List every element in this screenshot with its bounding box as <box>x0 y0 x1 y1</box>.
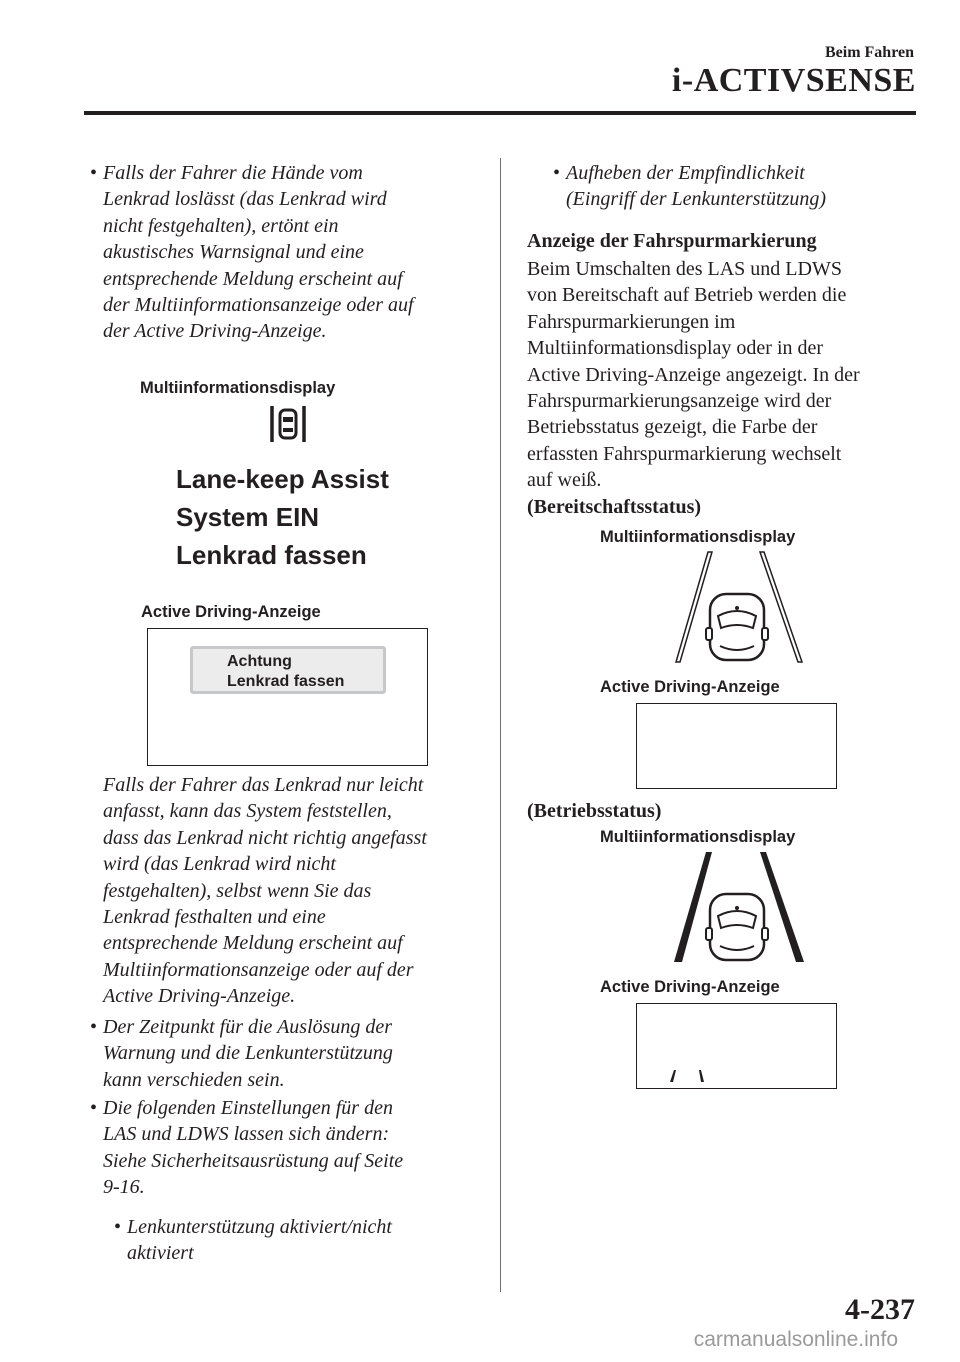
text-line: der Active Driving-Anzeige. <box>103 320 327 343</box>
standby-ad-label: Active Driving-Anzeige <box>600 678 780 696</box>
lane-marking-icon <box>667 1068 707 1084</box>
figure-label-ad: Active Driving-Anzeige <box>141 603 321 621</box>
car-icon <box>706 594 768 660</box>
standby-active-driving-display <box>636 703 837 789</box>
lane-marking-description <box>527 256 917 494</box>
text-line: dass das Lenkrad nicht richtig angefasst <box>103 826 427 849</box>
bullet-timing <box>90 1014 483 1093</box>
page-number: 4-237 <box>845 1293 915 1326</box>
text-line: Warnung und die Lenkunterstützung <box>103 1042 393 1065</box>
text-line: erfassten Fahrspurmarkierung wechselt <box>527 442 842 465</box>
standby-lane-figure <box>660 550 810 665</box>
text-line: kann verschieden sein. <box>103 1068 285 1091</box>
watermark: carmanualsonline.info <box>693 1328 898 1351</box>
active-ad-label: Active Driving-Anzeige <box>600 978 780 996</box>
steering-assist-icon <box>268 404 308 444</box>
bullet-settings <box>90 1095 483 1201</box>
sub-bullet-sensitivity <box>553 160 906 213</box>
text-line: LAS und LDWS lassen sich ändern: <box>103 1123 390 1146</box>
message-line: Lenkrad fassen <box>176 540 367 570</box>
active-heading: (Betriebsstatus) <box>527 800 662 822</box>
bullet-icon: • <box>553 162 561 184</box>
bullet-icon: • <box>90 162 98 184</box>
text-line: Aufheben der Empfindlichkeit <box>566 162 805 184</box>
text-line: Multiinformationsdisplay oder in der <box>527 337 824 360</box>
header-rule <box>84 111 916 115</box>
bullet-icon: • <box>114 1216 122 1238</box>
active-driving-display <box>147 628 428 766</box>
lka-message <box>176 460 389 574</box>
badge-line: Achtung <box>227 653 292 670</box>
text-line: Lenkrad loslässt (das Lenkrad wird <box>103 188 387 211</box>
text-line: Multiinformationsanzeige oder auf der <box>103 958 414 981</box>
text-line: Die folgenden Einstellungen für den <box>103 1097 393 1119</box>
text-line: Active Driving-Anzeige angezeigt. In der <box>527 363 860 386</box>
text-line: Active Driving-Anzeige. <box>103 985 296 1008</box>
text-line: entsprechende Meldung erscheint auf <box>103 932 403 955</box>
standby-heading: (Bereitschaftsstatus) <box>527 496 702 518</box>
text-line: akustisches Warnsignal und eine <box>103 241 364 264</box>
text-line: auf weiß. <box>527 469 602 492</box>
column-divider <box>500 158 501 1292</box>
text-line: Falls der Fahrer das Lenkrad nur leicht <box>103 774 424 796</box>
badge-line: Lenkrad fassen <box>227 673 345 690</box>
text-line: Falls der Fahrer die Hände vom <box>103 162 363 184</box>
car-icon <box>706 894 768 960</box>
text-line: aktiviert <box>127 1242 194 1265</box>
paragraph-light-grip <box>103 772 488 1010</box>
standby-mid-label: Multiinformationsdisplay <box>600 528 796 546</box>
text-line: 9-16. <box>103 1176 145 1199</box>
sub-bullet-steering-assist <box>114 1214 487 1267</box>
text-line: Lenkunterstützung aktiviert/nicht <box>127 1216 392 1238</box>
section-title: Beim Fahren <box>824 44 914 61</box>
bullet-icon: • <box>90 1097 98 1119</box>
text-line: festgehalten), selbst wenn Sie das <box>103 879 372 902</box>
active-lane-figure <box>660 850 810 965</box>
text-line: entsprechende Meldung erscheint auf <box>103 267 403 290</box>
active-active-driving-display <box>636 1003 837 1089</box>
message-line: System EIN <box>176 502 320 532</box>
text-line: Siehe Sicherheitsausrüstung auf Seite <box>103 1149 404 1172</box>
text-line: wird (das Lenkrad wird nicht <box>103 853 336 876</box>
section-heading: Anzeige der Fahrspurmarkierung <box>527 230 817 252</box>
text-line: (Eingriff der Lenkunterstützung) <box>566 188 826 211</box>
message-line: Lane-keep Assist <box>176 464 389 494</box>
bullet-icon: • <box>90 1016 98 1038</box>
text-line: von Bereitschaft auf Betrieb werden die <box>527 284 847 307</box>
active-mid-label: Multiinformationsdisplay <box>600 828 796 846</box>
warning-badge <box>190 646 386 694</box>
figure-label-mid: Multiinformationsdisplay <box>140 379 336 397</box>
text-line: Lenkrad festhalten und eine <box>103 906 326 929</box>
text-line: Der Zeitpunkt für die Auslösung der <box>103 1016 393 1038</box>
text-line: Betriebsstatus gezeigt, die Farbe der <box>527 416 818 439</box>
text-line: Fahrspurmarkierungen im <box>527 310 736 333</box>
text-line: anfasst, kann das System feststellen, <box>103 800 392 823</box>
text-line: der Multiinformationsanzeige oder auf <box>103 294 414 317</box>
bullet-hands-off <box>90 160 483 345</box>
text-line: Fahrspurmarkierungsanzeige wird der <box>527 390 832 413</box>
chapter-title: i-ACTIVSENSE <box>671 62 916 99</box>
text-line: nicht festgehalten), ertönt ein <box>103 214 339 237</box>
text-line: Beim Umschalten des LAS und LDWS <box>527 258 842 280</box>
